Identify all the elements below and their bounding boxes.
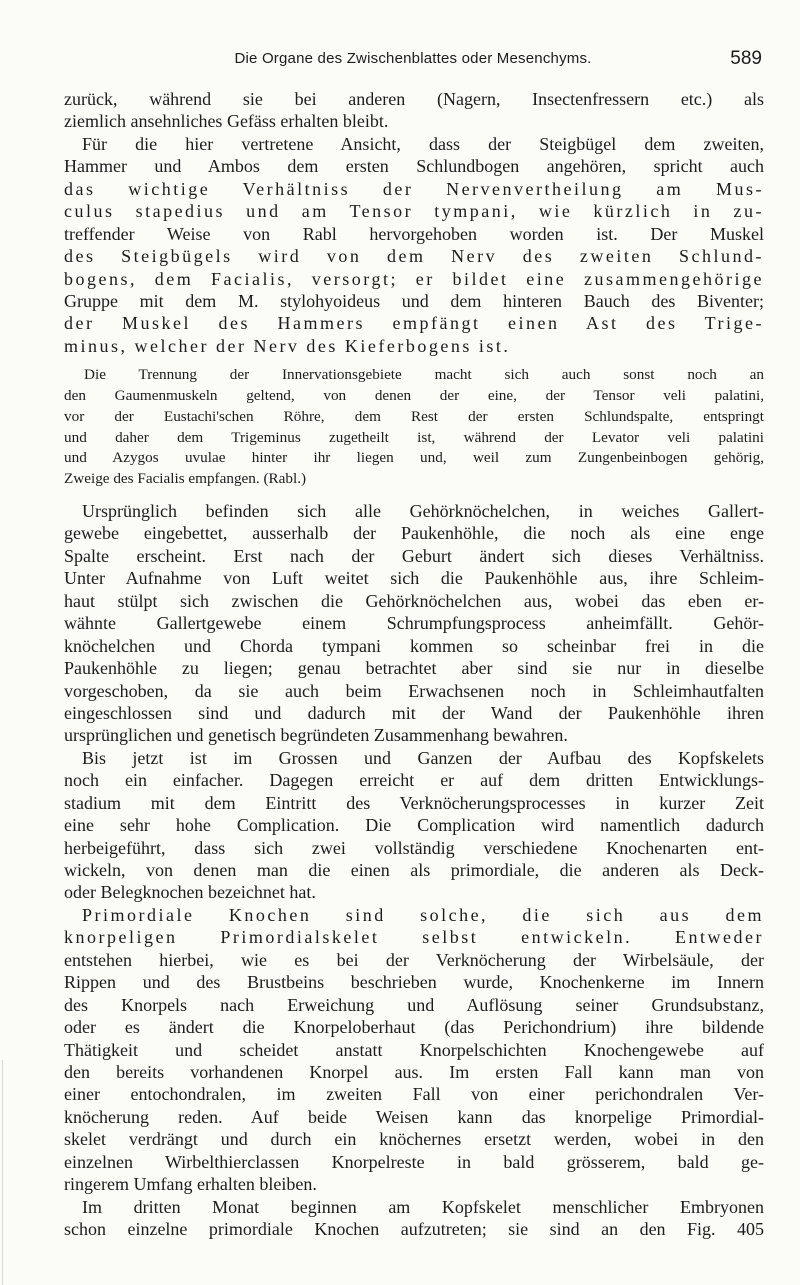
paragraph-innervation (64, 133, 764, 357)
small-print-note (64, 365, 764, 490)
paragraph-intro (64, 88, 764, 133)
text-line: des Knorpels nach Erweichung und Auflösung seiner Grundsubstanz, (64, 994, 764, 1015)
paragraph-third-month (64, 1196, 764, 1241)
text-line: treffender Weise von Rabl hervorgehoben worden ist. Der Muskel (64, 223, 764, 244)
text-line: Im dritten Monat beginnen am Kopfskelet menschlicher Embryonen (82, 1196, 764, 1217)
text-line: Für die hier vertretene Ansicht, dass der Steigbügel dem zweiten, (82, 133, 764, 154)
text-line: Unter Aufnahme von Luft weitet sich die Paukenhöhle aus, ihre Schleim- (64, 568, 764, 589)
text-line: ursprünglichen und genetisch begründeten Zusammenhang bewahren. (64, 725, 568, 746)
paragraph-primordial-bones (64, 904, 764, 1196)
text-line-spaced: minus, welcher der Nerv des Kieferbogens ist. (64, 335, 511, 356)
text-line-spaced: Primordiale Knochen sind solche, die sich aus dem (82, 904, 764, 925)
text-line: gewebe eingebettet, ausserhalb der Paukenhöhle, die noch als eine enge (64, 523, 764, 544)
text-line: noch ein einfacher. Dagegen erreicht er auf dem dritten Entwicklungs- (64, 770, 764, 791)
text-line-spaced: des Steigbügels wird von dem Nerv des zweiten Schlund- (64, 246, 764, 267)
text-line: den bereits vorhandenen Knorpel aus. Im ersten Fall kann man von (64, 1061, 764, 1082)
text-line: einer entochondralen, im zweiten Fall von einer perichondralen Ver- (64, 1084, 764, 1105)
text-line: Spalte erscheint. Erst nach der Geburt ändert sich dieses Verhältniss. (64, 545, 764, 566)
note-line: und daher dem Trigeminus zugetheilt ist, während der Levator veli palatini (64, 428, 764, 446)
note-line: vor der Eustachi'schen Röhre, dem Rest der ersten Schlundspalte, entspringt (64, 407, 764, 425)
note-line: Zweige des Facialis empfangen. (Rabl.) (64, 470, 307, 488)
text-line: stadium mit dem Eintritt des Verknöcherungsprocesses in kurzer Zeit (64, 792, 764, 813)
text-line: vorgeschoben, da sie auch beim Erwachsenen noch in Schleimhautfalten (64, 680, 764, 701)
text-line: Rippen und des Brustbeins beschrieben wurde, Knochenkerne im Innern (64, 972, 764, 993)
paragraph-ossicles (64, 500, 764, 747)
text-line: haut stülpt sich zwischen die Gehörknöchelchen aus, wobei das eben er- (64, 590, 764, 611)
text-line: ziemlich ansehnliches Gefäss erhalten bleibt. (64, 111, 389, 132)
text-line: oder Belegknochen bezeichnet hat. (64, 882, 316, 903)
text-line: eine sehr hohe Complication. Die Complication wird namentlich dadurch (64, 815, 764, 836)
text-line: skelet verdrängt und durch ein knöchernes ersetzt werden, wobei in den (64, 1129, 764, 1150)
page-number: 589 (730, 48, 762, 69)
text-line: zurück, während sie bei anderen (Nagern, Insectenfressern etc.) als (64, 89, 764, 109)
note-line: den Gaumenmuskeln geltend, von denen der eine, der Tensor veli palatini, (64, 387, 764, 405)
text-line: wähnte Gallertgewebe einem Schrumpfungsprocess anheimfällt. Gehör- (64, 613, 764, 634)
text-line: wickeln, von denen man die einen als primordiale, die anderen als Deck- (64, 860, 764, 881)
text-line: eingeschlossen sind und dadurch mit der Wand der Paukenhöhle ihren (64, 702, 764, 723)
running-title: Die Organe des Zwischenblattes oder Mesenchyms. (234, 50, 592, 67)
paragraph-skull-structure (64, 747, 764, 904)
text-line: schon einzelne primordiale Knochen aufzutreten; sie sind an den Fig. 405 (64, 1219, 764, 1240)
text-line: einzelnen Wirbelthierclassen Knorpelreste in bald grösserem, bald ge- (64, 1151, 764, 1172)
text-line: Paukenhöhle zu liegen; genau betrachtet aber sind sie nur in dieselbe (64, 658, 764, 679)
text-line: Ursprünglich befinden sich alle Gehörknöchelchen, in weiches Gallert- (82, 501, 764, 522)
text-line: ringerem Umfang erhalten bleiben. (64, 1174, 317, 1195)
text-line: Thätigkeit und scheidet anstatt Knorpelschichten Knochengewebe auf (64, 1039, 764, 1060)
scan-margin-line (2, 1060, 3, 1285)
note-line: und Azygos uvulae hinter ihr liegen und, weil zum Zungenbeinbogen gehörig, (64, 449, 764, 467)
text-line: Hammer und Ambos dem ersten Schlundbogen angehören, spricht auch (64, 156, 764, 177)
note-line: Die Trennung der Innervationsgebiete macht sich auch sonst noch an (84, 366, 764, 384)
text-line: Bis jetzt ist im Grossen und Ganzen der Aufbau des Kopfskelets (82, 747, 764, 768)
text-line: entstehen hierbei, wie es bei der Verknöcherung der Wirbelsäule, der (64, 949, 764, 970)
text-line-spaced: knorpeligen Primordialskelet selbst entwickeln. Entweder (64, 927, 764, 948)
body-text (64, 88, 764, 1240)
text-line-spaced: der Muskel des Hammers empfängt einen Ast des Trige- (64, 313, 764, 334)
text-line-spaced: bogens, dem Facialis, versorgt; er bildet eine zusammengehörige (64, 268, 764, 289)
text-line: herbeigeführt, dass sich zwei vollständig verschiedene Knochenarten ent- (64, 837, 764, 858)
running-header (64, 48, 762, 78)
text-line: oder es ändert die Knorpeloberhaut (das Perichondrium) ihre bildende (64, 1017, 764, 1038)
text-line: knöchelchen und Chorda tympani kommen so scheinbar frei in die (64, 635, 764, 656)
text-line-spaced: das wichtige Verhältniss der Nervenvertheilung am Mus- (64, 178, 764, 199)
text-line: Gruppe mit dem M. stylohyoideus und dem hinteren Bauch des Biventer; (64, 290, 764, 311)
text-line: knöcherung reden. Auf beide Weisen kann das knorpelige Primordial- (64, 1106, 764, 1127)
text-line-spaced: culus stapedius und am Tensor tympani, wie kürzlich in zu- (64, 201, 764, 222)
